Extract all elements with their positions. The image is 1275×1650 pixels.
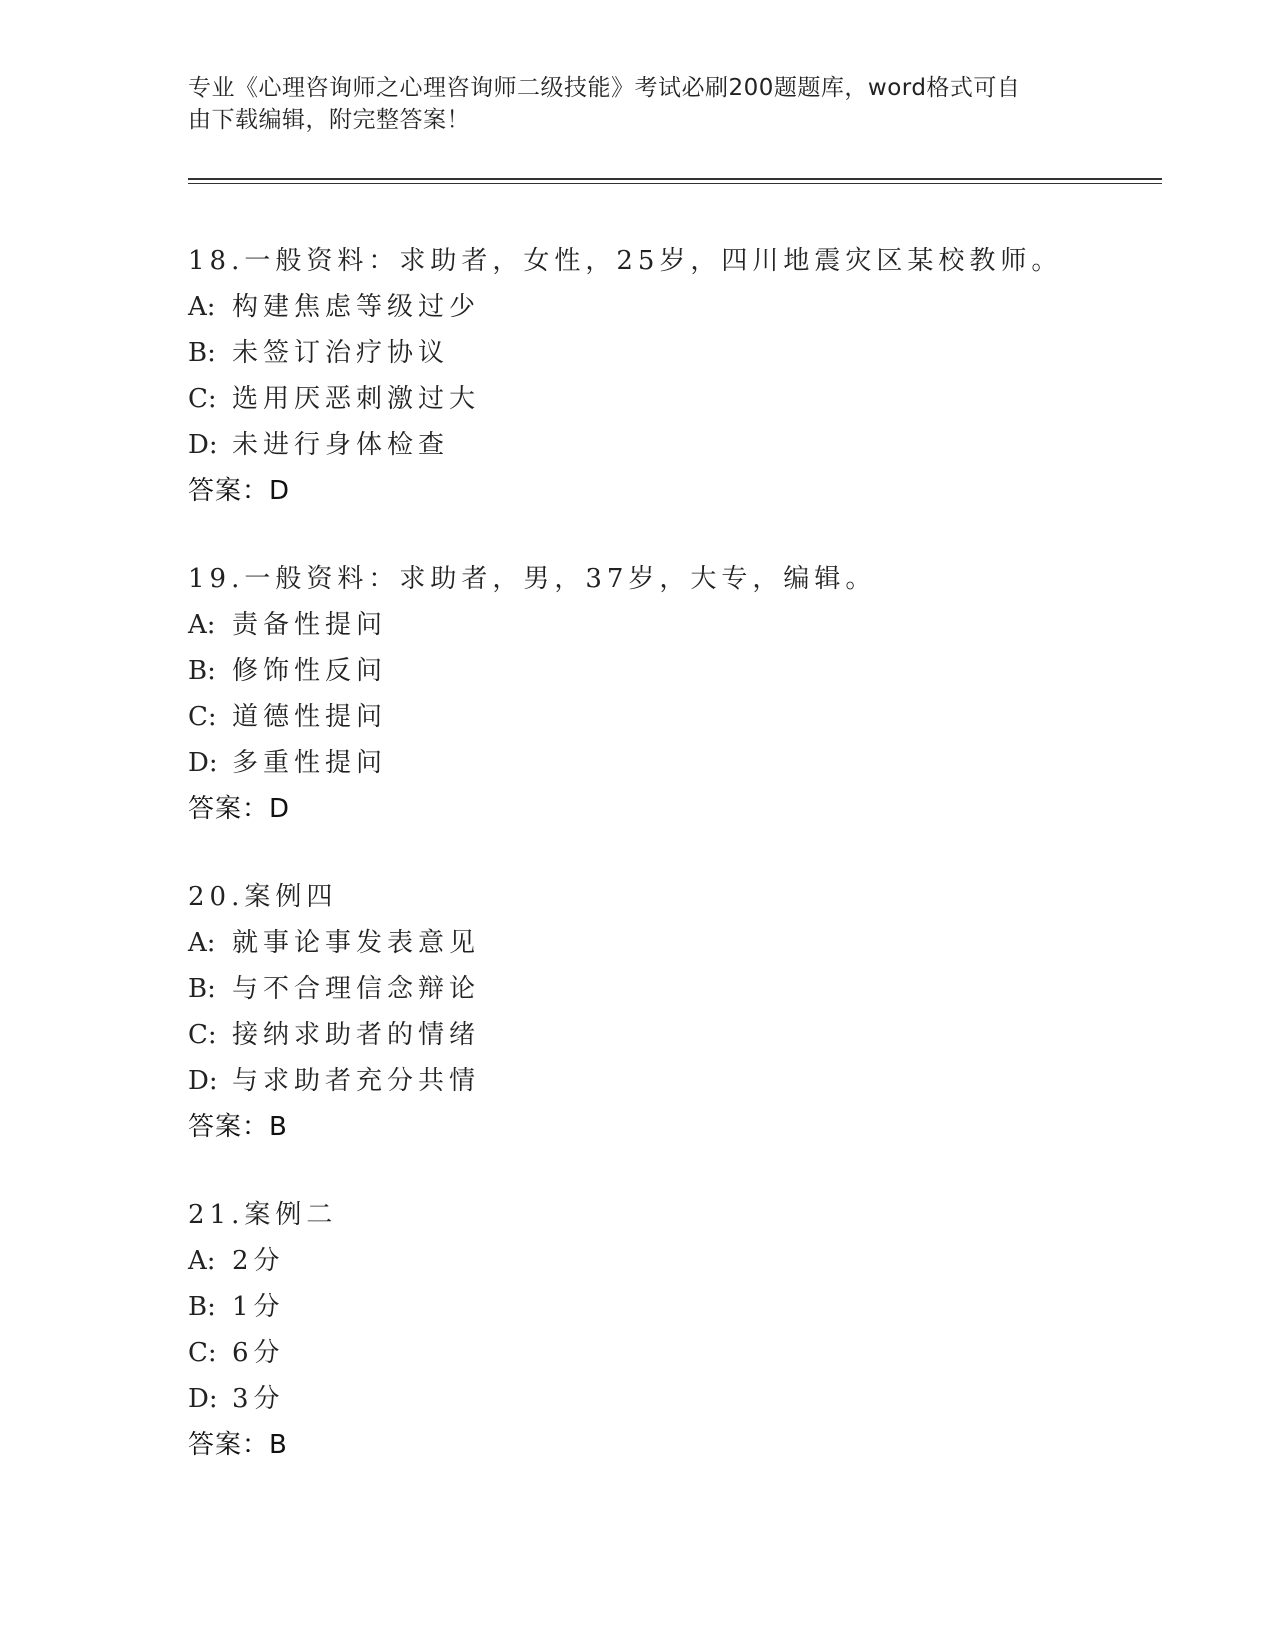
question-stem: 19.一般资料：求助者，男，37岁，大专，编辑。 [188, 564, 877, 594]
option-text: 3分 [232, 1384, 285, 1414]
option-a [188, 920, 1162, 966]
question-19 [188, 556, 1162, 832]
option-text: 就事论事发表意见 [232, 928, 481, 958]
answer-line: 答案：B [188, 1112, 288, 1142]
option-text: 构建焦虑等级过少 [232, 292, 481, 322]
option-key: C: [188, 702, 217, 732]
option-c [188, 1012, 1162, 1058]
question-20 [188, 874, 1162, 1150]
option-text: 未签订治疗协议 [232, 338, 450, 368]
option-key: C: [188, 384, 217, 414]
option-text: 道德性提问 [232, 702, 388, 732]
option-key: C: [188, 1020, 217, 1050]
header-divider-bottom [188, 183, 1162, 184]
option-d [188, 1058, 1162, 1104]
answer-line: 答案：D [188, 794, 291, 824]
option-text: 2分 [232, 1246, 285, 1276]
header-line-1: 专业《心理咨询师之心理咨询师二级技能》考试必刷200题题库，word格式可自 [188, 75, 1021, 101]
option-text: 与不合理信念辩论 [232, 974, 481, 1004]
question-list [188, 238, 1162, 1510]
option-key: B: [188, 1292, 216, 1322]
option-b [188, 966, 1162, 1012]
option-text: 与求助者充分共情 [232, 1066, 481, 1096]
question-18 [188, 238, 1162, 514]
option-a [188, 1238, 1162, 1284]
option-c [188, 1330, 1162, 1376]
answer-line: 答案：D [188, 476, 291, 506]
option-text: 选用厌恶刺激过大 [232, 384, 481, 414]
document-header [188, 72, 1068, 136]
option-key: C: [188, 1338, 217, 1368]
option-key: B: [188, 656, 216, 686]
option-b [188, 330, 1162, 376]
option-c [188, 376, 1162, 422]
option-text: 接纳求助者的情绪 [232, 1020, 481, 1050]
option-c [188, 694, 1162, 740]
question-stem: 21.案例二 [188, 1200, 338, 1230]
option-d [188, 1376, 1162, 1422]
option-key: D: [188, 748, 218, 778]
option-key: B: [188, 338, 216, 368]
option-b [188, 648, 1162, 694]
option-b [188, 1284, 1162, 1330]
option-text: 1分 [232, 1292, 285, 1322]
option-key: A: [188, 1246, 216, 1276]
question-stem: 20.案例四 [188, 882, 338, 912]
option-text: 多重性提问 [232, 748, 388, 778]
option-d [188, 422, 1162, 468]
option-key: D: [188, 1384, 218, 1414]
option-text: 责备性提问 [232, 610, 388, 640]
header-line-2: 由下载编辑，附完整答案！ [188, 107, 470, 133]
option-text: 修饰性反问 [232, 656, 388, 686]
answer-line: 答案：B [188, 1430, 288, 1460]
option-key: A: [188, 610, 216, 640]
option-text: 未进行身体检查 [232, 430, 450, 460]
option-key: D: [188, 1066, 218, 1096]
option-d [188, 740, 1162, 786]
option-key: A: [188, 928, 216, 958]
header-divider-top [188, 178, 1162, 180]
question-stem: 18.一般资料：求助者，女性，25岁，四川地震灾区某校教师。 [188, 246, 1063, 276]
option-key: B: [188, 974, 216, 1004]
option-key: D: [188, 430, 218, 460]
option-key: A: [188, 292, 216, 322]
question-21 [188, 1192, 1162, 1468]
option-a [188, 284, 1162, 330]
option-text: 6分 [232, 1338, 285, 1368]
option-a [188, 602, 1162, 648]
